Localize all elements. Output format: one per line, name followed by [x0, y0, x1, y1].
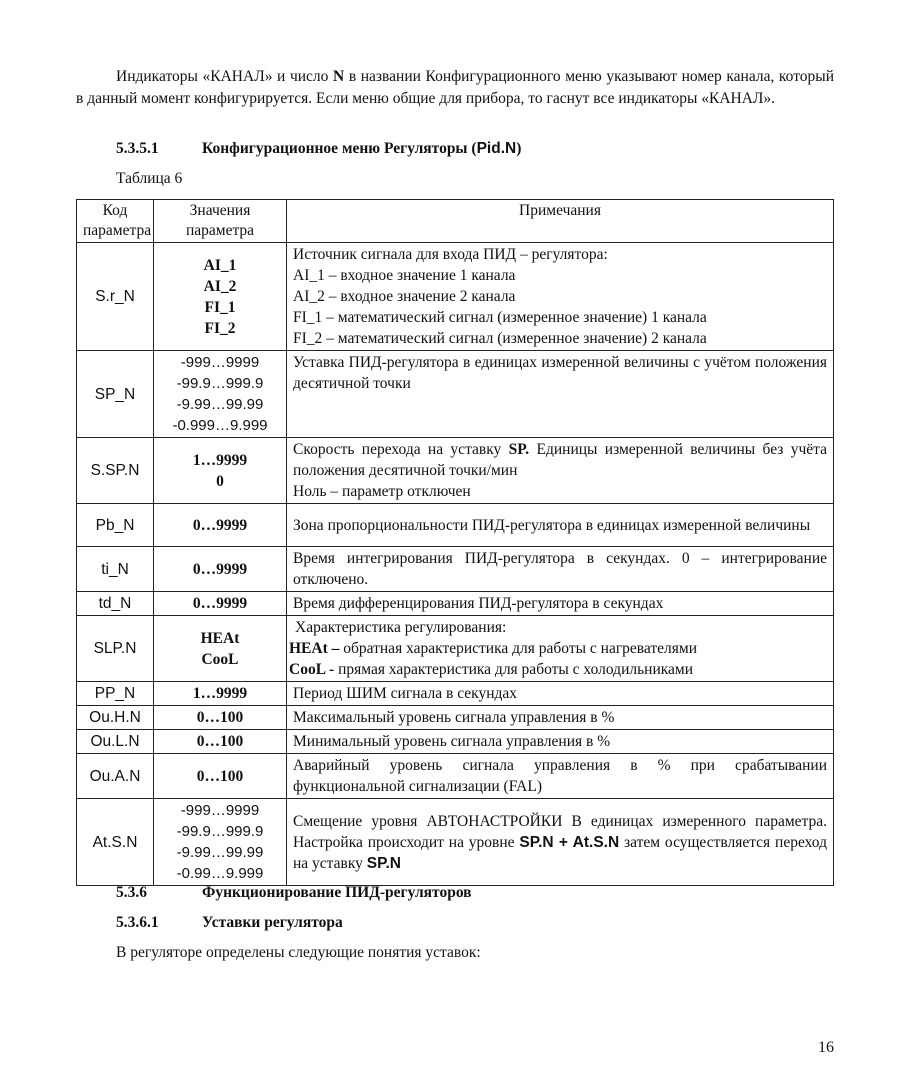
param-code: Ou.A.N [77, 754, 154, 799]
table-header-row [77, 200, 834, 243]
param-note: Источник сигнала для входа ПИД – регулятора: AI_1 – входное значение 1 канала AI_2 – входное значение 2 канала FI_1 – математический сигнал (измеренное значение) 1 канала FI_2 – математический сигнал (измеренное значение) 2 канала [287, 243, 834, 351]
body-text: В регуляторе определены следующие понятия уставок: [116, 944, 481, 961]
page-number: 16 [818, 1039, 834, 1056]
param-values: -999…9999 -99.9…999.9 -9.99…99.99 -0.99…9.999 [154, 799, 287, 886]
param-code: Ou.H.N [77, 706, 154, 730]
param-values: 1…9999 [154, 682, 287, 706]
section-number: 5.3.5.1 [116, 140, 159, 157]
header-code: Код параметра [77, 200, 154, 243]
header-values: Значения параметра [154, 200, 287, 243]
parameters-table [76, 199, 834, 886]
param-values: 0…100 [154, 754, 287, 799]
param-values: 0…100 [154, 730, 287, 754]
section-heading-5-3-5-1 [116, 140, 521, 158]
param-values: HEAt CooL [154, 616, 287, 682]
table-row [77, 730, 834, 754]
table-caption: Таблица 6 [116, 170, 183, 187]
table-row [77, 682, 834, 706]
param-values: 0…100 [154, 706, 287, 730]
param-code: PP_N [77, 682, 154, 706]
section-number: 5.3.6 [116, 884, 147, 901]
param-values: -999…9999 -99.9…999.9 -9.99…99.99 -0.999…9.999 [154, 351, 287, 438]
param-code: S.SP.N [77, 438, 154, 504]
section-title: Конфигурационное меню Регуляторы ( [202, 140, 477, 157]
param-note: Аварийный уровень сигнала управления в % при срабатывании функциональной сигнализации (FAL) [287, 754, 834, 799]
param-note: Скорость перехода на уставку SP. Единицы измеренной величины без учёта положения десятичной точки/мин Ноль – параметр отключен [287, 438, 834, 504]
table-row [77, 754, 834, 799]
section-code: Pid.N [476, 140, 517, 157]
param-note: Зона пропорциональности ПИД-регулятора в единицах измеренной величины [287, 504, 834, 547]
param-values: 0…9999 [154, 547, 287, 592]
table-row [77, 351, 834, 438]
param-code: SLP.N [77, 616, 154, 682]
intro-text-n: N [333, 68, 345, 85]
intro-paragraph [76, 66, 834, 110]
param-code: Pb_N [77, 504, 154, 547]
param-values: AI_1 AI_2 FI_1 FI_2 [154, 243, 287, 351]
table-row [77, 706, 834, 730]
param-code: td_N [77, 592, 154, 616]
table-row [77, 504, 834, 547]
param-values: 0…9999 [154, 592, 287, 616]
param-note: Минимальный уровень сигнала управления в % [287, 730, 834, 754]
section-title-close: ) [516, 140, 522, 157]
table-row [77, 592, 834, 616]
param-note: Уставка ПИД-регулятора в единицах измеренной величины с учётом положения десятичной точки [287, 351, 834, 438]
param-note: Характеристика регулирования: HEAt – обратная характеристика для работы с нагревателями CooL - прямая характеристика для работы с холодильниками [287, 616, 834, 682]
param-values: 1…9999 0 [154, 438, 287, 504]
param-code: At.S.N [77, 799, 154, 886]
header-notes: Примечания [287, 200, 834, 243]
param-code: ti_N [77, 547, 154, 592]
intro-text-b: в названии Конфигурационного меню указывают номер канала, который в данный момент конфигурируется. Если меню общие для прибора, то гаснут все индикаторы «КАНАЛ». [76, 68, 835, 107]
table-row [77, 438, 834, 504]
section-heading-5-3-6 [116, 884, 472, 902]
param-note: Максимальный уровень сигнала управления в % [287, 706, 834, 730]
param-note: Период ШИМ сигнала в секундах [287, 682, 834, 706]
section-heading-5-3-6-1 [116, 914, 343, 932]
param-note: Время интегрирования ПИД-регулятора в секундах. 0 – интегрирование отключено. [287, 547, 834, 592]
table-row [77, 243, 834, 351]
table-row [77, 799, 834, 886]
param-code: SP_N [77, 351, 154, 438]
param-note: Время дифференцирования ПИД-регулятора в секундах [287, 592, 834, 616]
intro-text-a: Индикаторы «КАНАЛ» и число [116, 68, 334, 85]
section-title: Уставки регулятора [202, 914, 343, 931]
table-row [77, 616, 834, 682]
table-row [77, 547, 834, 592]
param-code: S.r_N [77, 243, 154, 351]
param-code: Ou.L.N [77, 730, 154, 754]
param-values: 0…9999 [154, 504, 287, 547]
section-number: 5.3.6.1 [116, 914, 159, 931]
param-note: Смещение уровня АВТОНАСТРОЙКИ В единицах измеренного параметра. Настройка происходит на уровне SP.N + At.S.N затем осуществляется переход на уставку SP.N [287, 799, 834, 886]
section-title: Функционирование ПИД-регуляторов [202, 884, 472, 901]
